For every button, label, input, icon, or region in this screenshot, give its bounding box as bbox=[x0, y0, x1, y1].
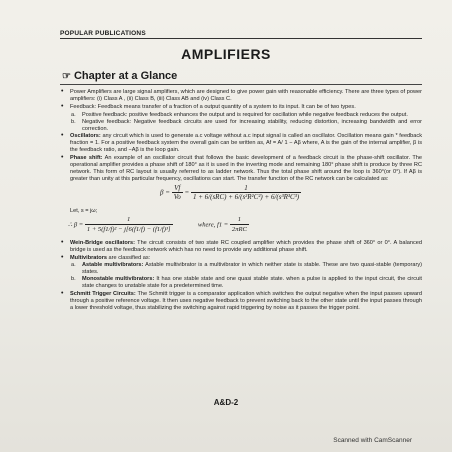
beta2-lhs: ∴ β = bbox=[68, 221, 84, 229]
beta2-fraction bbox=[85, 216, 173, 234]
list-item-oscillators bbox=[60, 133, 422, 154]
beta2-denominator: 1 + 5(f1/f)² − j[6(f1/f) − (f1/f)³] bbox=[86, 225, 171, 233]
astable-text: Astable multivibrator is a multivibrator in which neither state is stable. These are two quasi-stable (temporary) states. bbox=[82, 262, 422, 276]
wien-bridge-label: Wein-Bridge oscillators: bbox=[70, 239, 135, 246]
wien-bridge-text: The circuit consists of two state RC coupled amplifier which provides the phase shift of 360° or 0°. A balanced bridge is used as the feedback network which has no need to provide any additional phase shift. bbox=[70, 239, 422, 253]
beta-lhs: β = bbox=[160, 188, 170, 197]
publisher-header: POPULAR PUBLICATIONS bbox=[60, 30, 146, 37]
multivibrators-sub-a: a. Astable multivibrators: Astable multivibrator is a multivibrator in which neither state is stable. These are two quasi-stable (temporary) states. bbox=[71, 262, 422, 276]
monostable-text: It has one stable state and one quasi stable state. when a pulse is applied to the input circuit, the circuit state changes to unstable state for a predetermined time. bbox=[82, 276, 422, 290]
vo: Vo bbox=[173, 192, 181, 201]
vf: Vf bbox=[172, 184, 183, 193]
pointing-hand-icon: ☞ bbox=[62, 71, 71, 82]
rc-denominator: 1 + 6/(sRC) + 6/(s²R²C²) + 6/(s³R³C³) bbox=[192, 192, 300, 201]
transfer-function-formula bbox=[60, 184, 422, 206]
phase-shift-text: An example of an oscillator circuit that follows the basic development of a feedback circuit is the phase-shift oscillator. The operational amplifier provides a phase shift of 180° as it is used in the inverting mode and remaining 180° phase shift is produce by three RC network. This form of RC layout is usually referred to as ladder network. Thus the total phase shift around the loop is 360°(or 0°). If Aβ is greater than unity at this particular frequency, oscillations can start. The transfer function of the RC network can be calculated as: bbox=[70, 155, 422, 182]
chapter-rule bbox=[60, 84, 422, 85]
f1-denominator: 2πRC bbox=[231, 225, 247, 233]
f1-fraction bbox=[230, 216, 249, 234]
schmitt-trigger-text: The Schmitt trigger is a comparator application which switches the output negative when the input passes upward through a positive reference voltage. It then uses negative feedback to prevent switching back to the other state until the input passes through a lower threshold voltage, thus stabilizing the switching against rapid triggering by noise as it passes the trigger point. bbox=[70, 291, 422, 311]
chapter-heading-text: Chapter at a Glance bbox=[73, 70, 178, 82]
beta2-numerator: 1 bbox=[85, 216, 173, 225]
oscillators-text: any circuit which is used to generate a.c voltage without a.c input signal is called an oscillator. Oscillation means gain * feedback fraction = 1. For a positive feedback system the overall gain can be written as, Af = A/ 1 − Aβ where, A is the gain of the internal amplifier, β is the feedback ratio, and −Aβ is the loop gain. bbox=[70, 133, 422, 154]
schmitt-trigger-label: Schmitt Trigger Circuits: bbox=[70, 291, 136, 298]
list-item-wien-bridge bbox=[60, 240, 422, 254]
phase-shift-label: Phase shift: bbox=[70, 155, 103, 162]
feedback-text: Feedback: Feedback means transfer of a fraction of a output quantity of a system to its input. It can be of two types. bbox=[70, 103, 356, 110]
rc-network-fraction bbox=[191, 184, 301, 202]
feedback-a-text: Positive feedback: positive feedback enhances the output and is required for oscillation while negative feedback reduces the output. bbox=[82, 111, 408, 118]
feedback-sub-b: b. Negative feedback: Negative feedback circuits are used for increasing stability, reducing distortion, increasing bandwidth and error correction. bbox=[71, 118, 422, 132]
where-label: where, bbox=[197, 221, 216, 229]
astable-label: Astable multivibrators: bbox=[82, 262, 144, 269]
feedback-b-text: Negative feedback: Negative feedback circuits are used for increasing stability, reducing distortion, increasing bandwidth and error correction. bbox=[82, 118, 422, 132]
header-rule bbox=[60, 38, 422, 39]
chapter-heading bbox=[62, 70, 177, 82]
equals: = bbox=[184, 188, 190, 197]
feedback-sub-a: a. Positive feedback: positive feedback enhances the output and is required for oscillation while negative feedback reduces the output. bbox=[71, 111, 408, 118]
list-item-multivibrators bbox=[60, 255, 422, 262]
page-footer-label: A&D-2 bbox=[213, 398, 239, 407]
list-item-power-amplifiers bbox=[60, 89, 422, 103]
multivibrators-sub-b: b. Monostable multivibrators: It has one stable state and one quasi stable state. when a pulse is applied to the input circuit, the circuit state changes to unstable state for a predetermined time. bbox=[71, 276, 422, 290]
beta-frequency-formula bbox=[60, 216, 422, 238]
monostable-label: Monostable multivibrators: bbox=[82, 276, 155, 283]
oscillators-label: Oscillators: bbox=[70, 133, 101, 140]
vf-over-vo bbox=[172, 184, 183, 202]
multivibrators-label: Multivibrators bbox=[70, 254, 107, 261]
rc-numerator: 1 bbox=[191, 184, 301, 193]
scanner-watermark: Scanned with CamScanner bbox=[333, 437, 412, 444]
f1-label: f1 = bbox=[217, 221, 229, 229]
page-title: AMPLIFIERS bbox=[181, 46, 271, 62]
f1-numerator: 1 bbox=[230, 216, 249, 225]
multivibrators-text: are classified as: bbox=[107, 254, 151, 261]
chapter-content bbox=[60, 89, 422, 313]
list-item-feedback bbox=[60, 104, 422, 111]
list-item-schmitt-trigger bbox=[60, 291, 422, 312]
list-item-phase-shift bbox=[60, 155, 422, 183]
power-amplifiers-text: Power Amplifiers are large signal amplifiers, which are designed to give power gain with reasonable efficiency. There are three types of power amplifiers: (i) Class A , (ii) Class B, (iii) Class AB and (iv) Class C. bbox=[70, 89, 422, 102]
let-s-line: Let, s = jω; bbox=[70, 207, 98, 214]
